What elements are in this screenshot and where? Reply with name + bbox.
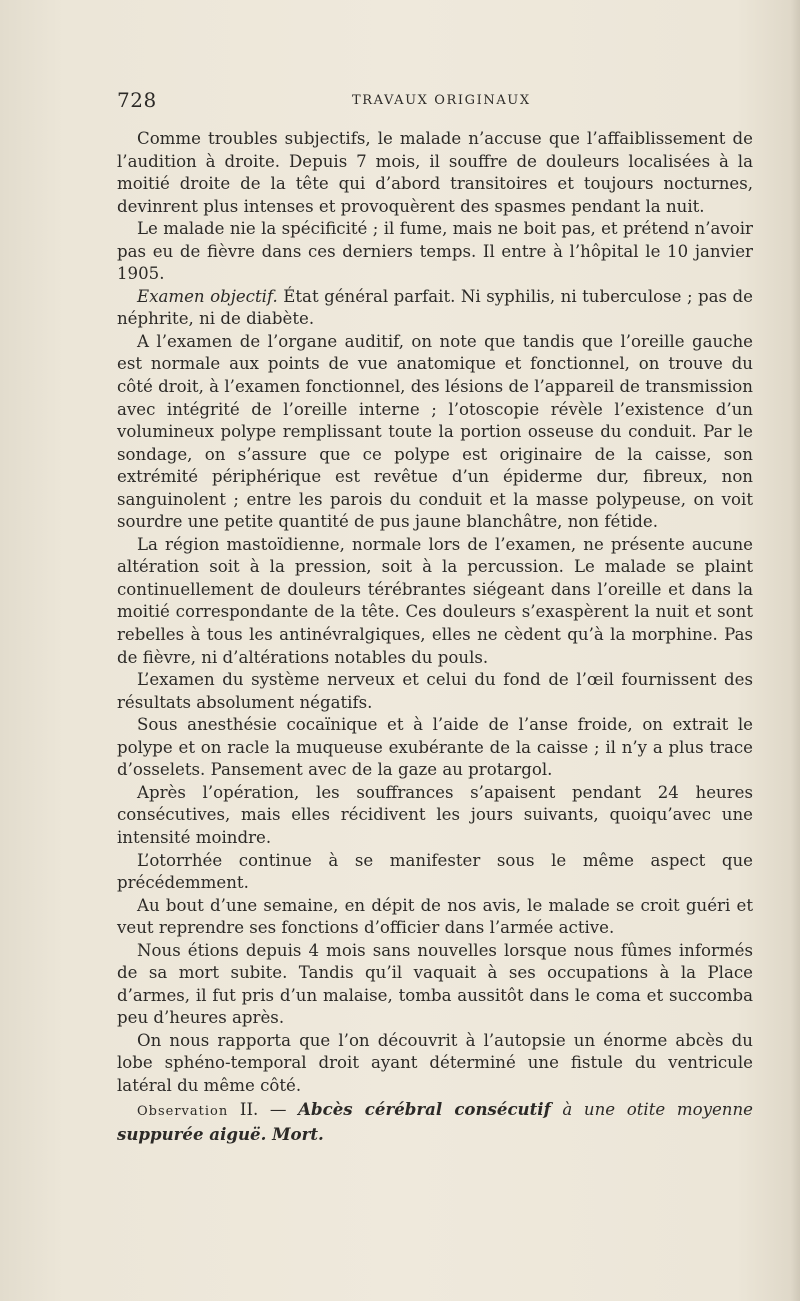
exam-text: État général parfait. Ni syphilis, ni tuberculose ; pas de néphrite, ni de diabète.	[117, 286, 753, 329]
page-edge	[790, 0, 800, 1301]
paragraph: La région mastoïdienne, normale lors de l’examen, ne présente aucune altération soit à la pression, soit à la percussion. Le malade se plaint continuellement de douleurs térébrantes siégeant dans l’oreille et dans la moitié correspondante de la tête. Ces douleurs s’exaspèrent la nuit et sont rebelles à tous les antinévralgiques, elles ne cèdent qu’à la morphine. Pas de fièvre, ni d’altérations notables du pouls.	[117, 534, 753, 667]
exam-paragraph	[117, 286, 753, 331]
observation-number: II. —	[228, 1099, 299, 1119]
paragraph: Après l’opération, les souffrances s’apaisent pendant 24 heures consécutives, mais elles récidivent les jours suivants, quoiqu’avec une intensité moindre.	[117, 782, 753, 847]
paragraph: L’otorrhée continue à se manifester sous le même aspect que précédemment.	[117, 850, 753, 893]
observation-label: Observation	[137, 1103, 229, 1119]
body-text	[117, 128, 753, 1147]
observation-title: Abcès cérébral consécutif	[298, 1098, 551, 1119]
observation-heading	[117, 1098, 753, 1147]
observation-tail: suppurée aiguë. Mort.	[117, 1124, 324, 1145]
page-header	[0, 88, 800, 116]
page-number: 728	[117, 88, 157, 112]
running-title: TRAVAUX ORIGINAUX	[352, 93, 531, 108]
exam-label: Examen objectif.	[137, 286, 278, 306]
paragraph: A l’examen de l’organe auditif, on note que tandis que l’oreille gauche est normale aux points de vue anatomique et fonctionnel, on trouve du côté droit, à l’examen fonctionnel, des lésions de l’appareil de transmission avec intégrité de l’oreille interne ; l’otoscopie révèle l’existence d’un volumineux polype remplissant toute la portion osseuse du conduit. Par le sondage, on s’assure que ce polype est originaire de la caisse, son extrémité périphérique est revêtue d’un épiderme dur, fibreux, non sanguinolent ; entre les parois du conduit et la masse polypeuse, on voit sourdre une petite quantité de pus jaune blanchâtre, non fétide.	[117, 331, 753, 532]
paragraph: Sous anesthésie cocaïnique et à l’aide de l’anse froide, on extrait le polype et on racle la muqueuse exubérante de la caisse ; il n’y a plus trace d’osselets. Pansement avec de la gaze au protargol.	[117, 715, 753, 780]
paragraph: L’examen du système nerveux et celui du fond de l’œil fournissent des résultats absolument négatifs.	[117, 670, 753, 712]
observation-connector: à une otite moyenne	[550, 1099, 753, 1119]
paragraph: Au bout d’une semaine, en dépit de nos avis, le malade se croit guéri et veut reprendre ses fonctions d’officier dans l’armée active.	[117, 895, 753, 938]
paragraph: Le malade nie la spécificité ; il fume, mais ne boit pas, et prétend n’avoir pas eu de fièvre dans ces derniers temps. Il entre à l’hôpital le 10 janvier 1905.	[117, 219, 753, 284]
paragraph: On nous rapporta que l’on découvrit à l’autopsie un énorme abcès du lobe sphéno-temporal droit ayant déterminé une fistule du ventricule latéral du même côté.	[117, 1030, 753, 1095]
paragraph: Comme troubles subjectifs, le malade n’accuse que l’affaiblissement de l’audition à droite. Depuis 7 mois, il souffre de douleurs localisées à la moitié droite de la tête qui d’abord transitoires et toujours nocturnes, devinrent plus intenses et provoquèrent des spasmes pendant la nuit.	[117, 129, 753, 216]
paragraph: Nous étions depuis 4 mois sans nouvelles lorsque nous fûmes informés de sa mort subite. Tandis qu’il vaquait à ses occupations à la Place d’armes, il fut pris d’un malaise, tomba aussitôt dans le coma et succomba peu d’heures après.	[117, 940, 753, 1028]
